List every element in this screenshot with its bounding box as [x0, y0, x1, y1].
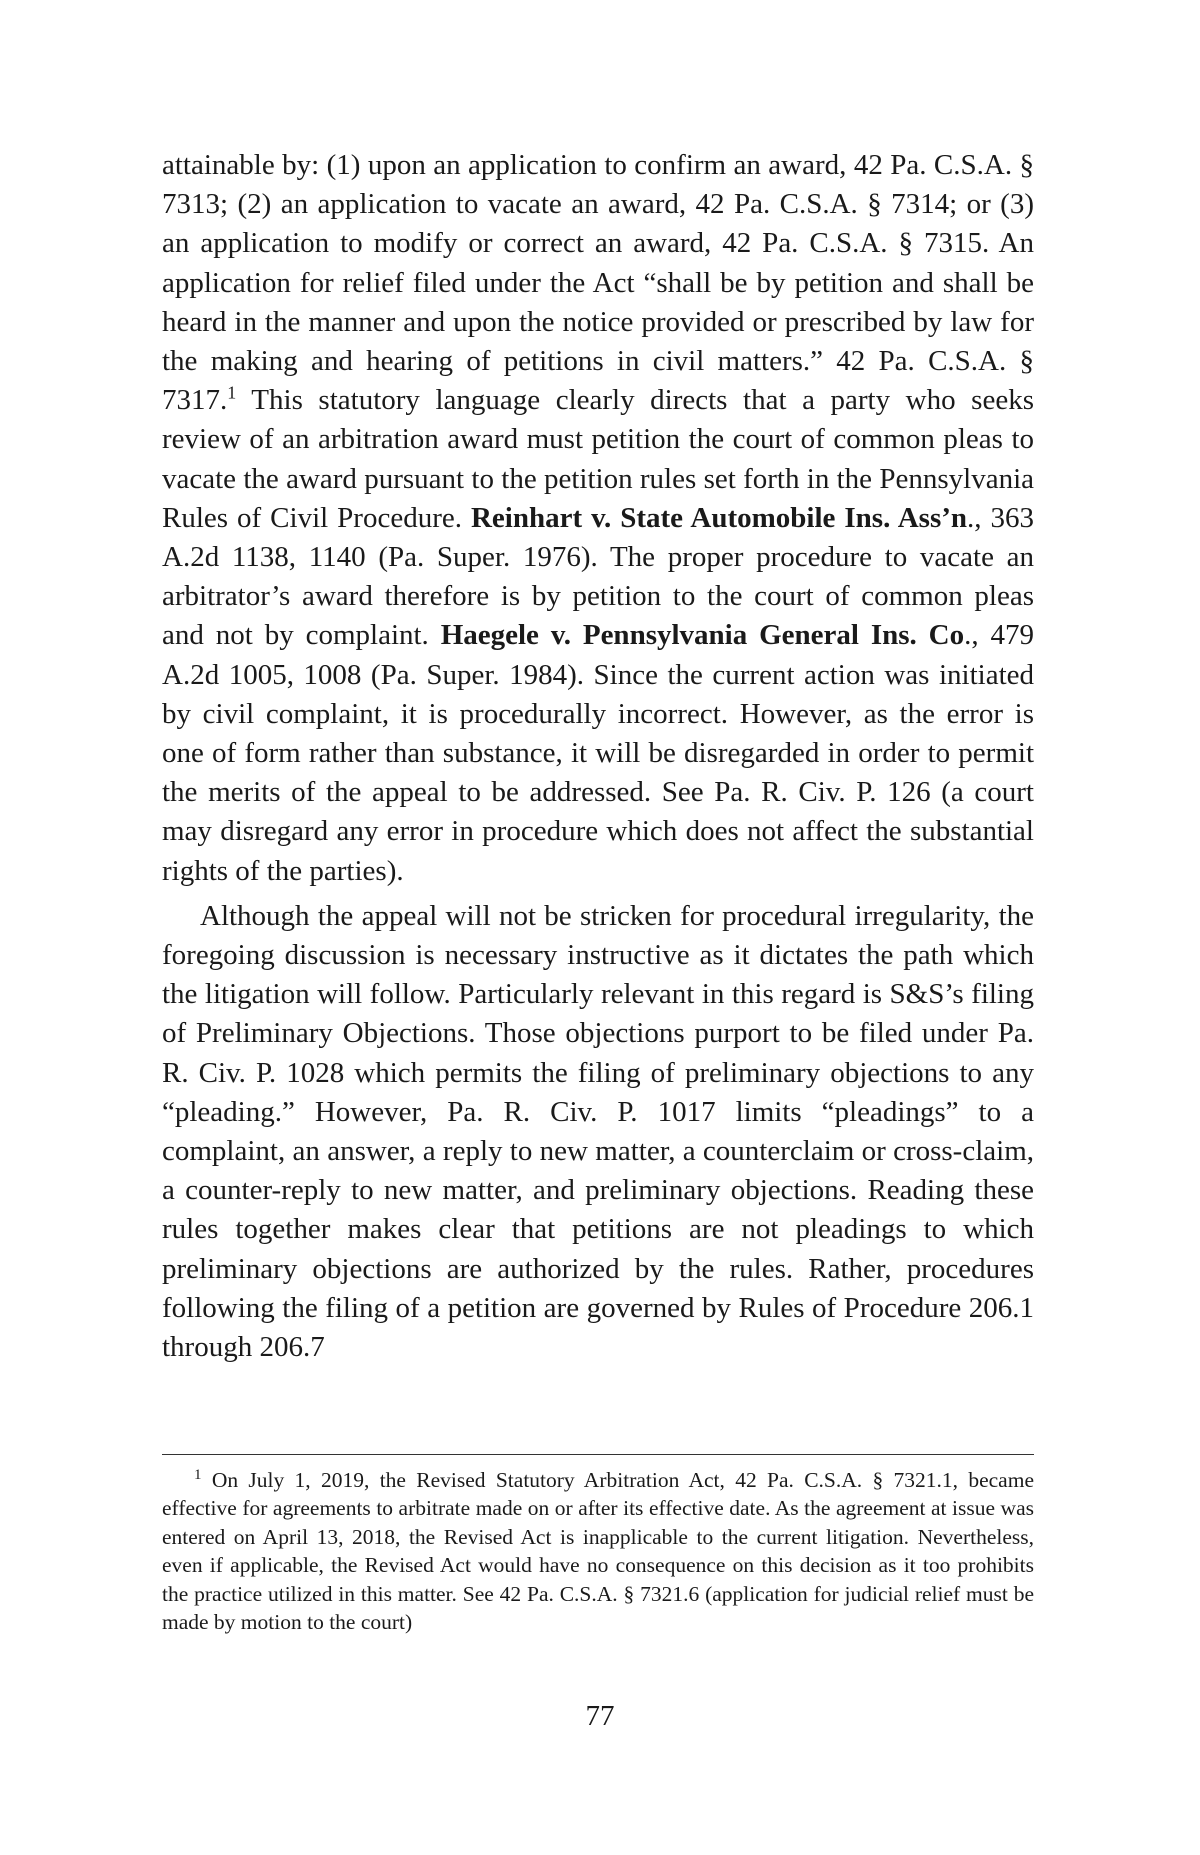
footnote-divider — [162, 1454, 1034, 1455]
paragraph-1-text-d: ., 479 A.2d 1005, 1008 (Pa. Super. 1984). Since the current action was initiated by civil complaint, it is procedurally incorrect. However, as the error is one of form rather than substance, it will be disregarded in order to permit the merits of the appeal to be addressed. See Pa. R. Civ. P. 126 (a court may disregard any error in procedure which does not affect the substantial rights of the parties). — [162, 619, 1035, 887]
paragraph-1-text-c: ., 363 A.2d 1138, 1140 (Pa. Super. 1976). The proper procedure to vacate an arbitrator’s award therefore is by petition to the court of common pleas and not by complaint. — [162, 501, 1034, 652]
case-citation-haegele: Haegele v. Pennsylvania General Ins. Co — [440, 619, 965, 652]
footnote-reference[interactable]: 1 — [227, 382, 237, 403]
page-body — [162, 146, 1034, 1367]
paragraph-1-text-b: This statutory language clearly directs that a party who seeks review of an arbitration award must petition the court of common pleas to vacate the award pursuant to the petition rules set forth in the Pennsylvania Rules of Civil Procedure. — [162, 384, 1034, 534]
paragraph-1-text-a: attainable by: (1) upon an application to confirm an award, 42 Pa. C.S.A. § 7313; (2) an application to vacate an award, 42 Pa. C.S.A. § 7314; or (3) an application to modify or correct an award, 42 Pa. C.S.A. § 7315. An application for relief filed under the Act “shall be by petition and shall be heard in the manner and upon the notice provided or prescribed by law for the making and hearing of petitions in civil matters.” 42 Pa. C.S.A. § 7317. — [162, 149, 1034, 417]
footnote-1 — [162, 1466, 1034, 1636]
page-number: 77 — [585, 1700, 615, 1732]
footnote-text: On July 1, 2019, the Revised Statutory Arbitration Act, 42 Pa. C.S.A. § 7321.1, became effective for agreements to arbitrate made on or after its effective date. As the agreement at issue was entered on April 13, 2018, the Revised Act is inapplicable to the current litigation. Nevertheless, even if applicable, the Revised Act would have no consequence on this decision as it too prohibits the practice utilized in this matter. See 42 Pa. C.S.A. § 7321.6 (application for judicial relief must be made by motion to the court) — [162, 1468, 1034, 1635]
paragraph-1 — [162, 146, 1034, 891]
case-citation-reinhart: Reinhart v. State Automobile Ins. Ass’n — [470, 501, 968, 534]
paragraph-2: Although the appeal will not be stricken for procedural irregularity, the foregoing discussion is necessary instructive as it dictates the path which the litigation will follow. Particularly relevant in this regard is S&S’s filing of Preliminary Objections. Those objections purport to be filed under Pa. R. Civ. P. 1028 which permits the filing of preliminary objections to any “pleading.” However, Pa. R. Civ. P. 1017 limits “pleadings” to a complaint, an answer, a reply to new matter, a counterclaim or cross-claim, a counter-reply to new matter, and preliminary objections. Reading these rules together makes clear that petitions are not pleadings to which preliminary objections are authorized by the rules. Rather, procedures following the filing of a petition are governed by Rules of Procedure 206.1 through 206.7 — [162, 899, 1034, 1364]
footnote-marker: 1 — [194, 1466, 202, 1483]
